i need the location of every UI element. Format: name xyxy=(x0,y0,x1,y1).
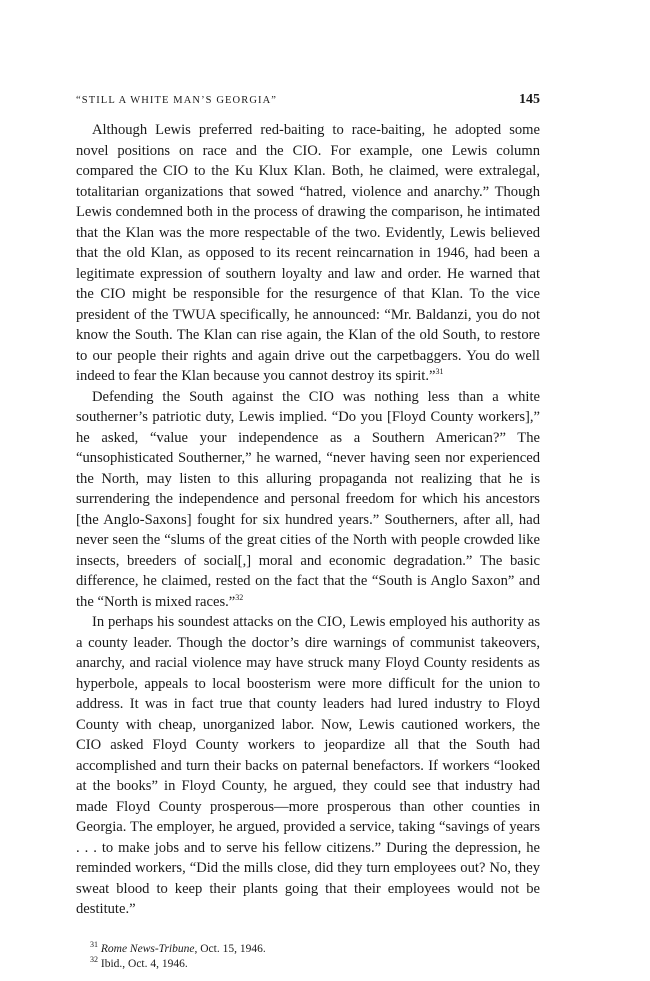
book-page xyxy=(76,92,540,972)
footnote-number: 31 xyxy=(90,939,98,949)
footnote-reference: 32 xyxy=(235,592,244,602)
footnote-reference: 31 xyxy=(435,367,444,377)
body-paragraph xyxy=(76,120,540,387)
paragraph-text: Although Lewis preferred red-baiting to race-baiting, he adopted some novel positions on race and the CIO. For example, one Lewis column compared the CIO to the Ku Klux Klan. Both, he claimed, were extralegal, totalitarian organizations that sowed “hatred, violence and anarchy.” Though Lewis condemned both in the process of drawing the comparison, he intimated that the Klan was the more respectable of the two. Evidently, Lewis believed that the old Klan, as opposed to its recent reincarnation in 1946, had been a legitimate expression of southern loyalty and law and order. He warned that the CIO might be responsible for the resurgence of that Klan. To the vice president of the TWUA specifically, he announced: “Mr. Baldanzi, you do not know the South. The Klan can rise again, the Klan of the old South, to restore to our people their rights and again drive out the carpetbaggers. You do well indeed to fear the Klan because you cannot destroy its spirit.” xyxy=(76,122,540,384)
footnote xyxy=(90,954,540,972)
footnote xyxy=(90,939,540,957)
running-head xyxy=(76,92,540,114)
footnote-text: , Oct. 15, 1946. xyxy=(194,942,266,955)
footnote-text: Ibid., Oct. 4, 1946. xyxy=(100,957,188,970)
page-number: 145 xyxy=(519,92,540,107)
paragraph-text: Defending the South against the CIO was nothing less than a white southerner’s patriotic duty, Lewis implied. “Do you [Floyd County workers],” he asked, “value your independence as a Southern American?” The “unsophisticated Southerner,” he warned, “never having seen nor experienced the North, may listen to this alluring propaganda not realizing that he is surrendering the independence and personal freedom for which his ancestors [the Anglo-Saxons] fought for six hundred years.” Southerners, after all, had never seen the “slums of the great cities of the North with people crowded like insects, breeders of social[,] moral and economic degradation.” The basic difference, he claimed, rested on the fact that the “South is Anglo Saxon” and the “North is mixed races.” xyxy=(76,388,540,610)
body-paragraph xyxy=(76,387,540,613)
footnote-source: Rome News-Tribune xyxy=(100,942,195,955)
paragraph-text: In perhaps his soundest attacks on the CIO, Lewis employed his authority as a county leader. Though the doctor’s dire warnings of communist takeovers, anarchy, and racial violence may have struck many Floyd County residents as hyperbole, appeals to local boosterism were more difficult for the union to address. It was in fact true that county leaders had lured industry to Floyd County with cheap, unorganized labor. Now, Lewis cautioned workers, the CIO asked Floyd County workers to jeopardize all that the South had accomplished and turn their backs on paternal benefactors. If workers “looked at the books” in Floyd County, he argued, they could see that industry had made Floyd County prosperous—more prosperous than other counties in Georgia. The employer, he argued, provided a service, taking “savings of years . . . to make jobs and to serve his fellow citizens.” During the depression, he reminded workers, “Did the mills close, did they turn employees out? No, they sweat blood to keep their plants going that their employees would not be destitute.” xyxy=(76,614,540,917)
footnote-number: 32 xyxy=(90,954,98,964)
body-paragraph xyxy=(76,612,540,920)
running-title: “STILL A WHITE MAN’S GEORGIA” xyxy=(76,95,278,106)
body-text xyxy=(76,120,540,920)
footnotes xyxy=(76,939,540,972)
